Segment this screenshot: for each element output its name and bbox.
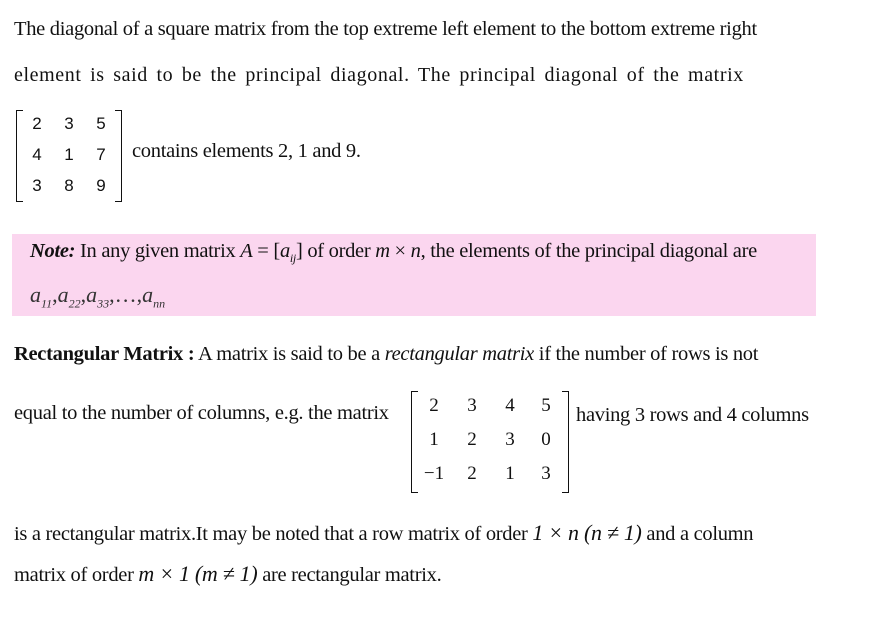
matrix-cell: 3 xyxy=(32,176,42,195)
note-label: Note: xyxy=(30,240,76,262)
matrix-cell: 0 xyxy=(541,429,551,450)
matrix-cell: 3 xyxy=(505,429,515,450)
matrix-cell: 2 xyxy=(32,114,42,133)
matrix-cell: 3 xyxy=(467,395,477,416)
para1-after-matrix: contains elements 2, 1 and 9. xyxy=(132,140,361,162)
matrix-cell: 7 xyxy=(96,145,106,164)
matrix-cell: 1 xyxy=(64,145,74,164)
matrix-cell: 5 xyxy=(541,395,551,416)
matrix-cell: 1 xyxy=(429,429,439,450)
matrix-cell: 4 xyxy=(505,395,515,416)
matrix-cell: 2 xyxy=(429,395,439,416)
note-diagonal-sequence: $a_{11},a_{22},a_{33},\dots,a_{nn}$ xyxy=(30,282,166,311)
matrix-cell: 8 xyxy=(64,176,74,195)
rect-line2: equal to the number of columns, e.g. the matrix xyxy=(14,402,389,424)
matrix-cell: 5 xyxy=(96,114,106,133)
rect-line3: is a rectangular matrix.It may be noted that a row matrix of order 1 × n (n ≠ 1) and a column xyxy=(14,520,754,545)
matrix-cell: 3 xyxy=(64,114,74,133)
rectangular-matrix xyxy=(411,391,569,493)
rect-line1: Rectangular Matrix : A matrix is said to be a rectangular matrix if the number of rows is not xyxy=(14,343,759,365)
matrix-cell: 1 xyxy=(505,463,515,484)
rect-after-matrix: having 3 rows and 4 columns xyxy=(576,404,809,426)
para1-line1: The diagonal of a square matrix from the top extreme left element to the bottom extreme right xyxy=(14,18,757,40)
matrix-cell: −1 xyxy=(423,463,445,484)
matrix-cell: 4 xyxy=(32,145,42,164)
note-line1: Note: In any given matrix $A = [a_{ij}]$ of order m × n, the elements of the principal diagonal are xyxy=(30,240,757,266)
matrix-cell: 2 xyxy=(467,463,477,484)
matrix-cell: 3 xyxy=(541,463,551,484)
rect-heading: Rectangular Matrix : xyxy=(14,343,195,365)
matrix-cell: 2 xyxy=(467,429,477,450)
square-matrix xyxy=(16,110,122,202)
matrix-cell: 9 xyxy=(96,176,106,195)
para1-line2: element is said to be the principal diagonal. The principal diagonal of the matrix xyxy=(14,64,744,86)
rect-line4: matrix of order m × 1 (m ≠ 1) are rectangular matrix. xyxy=(14,561,442,586)
